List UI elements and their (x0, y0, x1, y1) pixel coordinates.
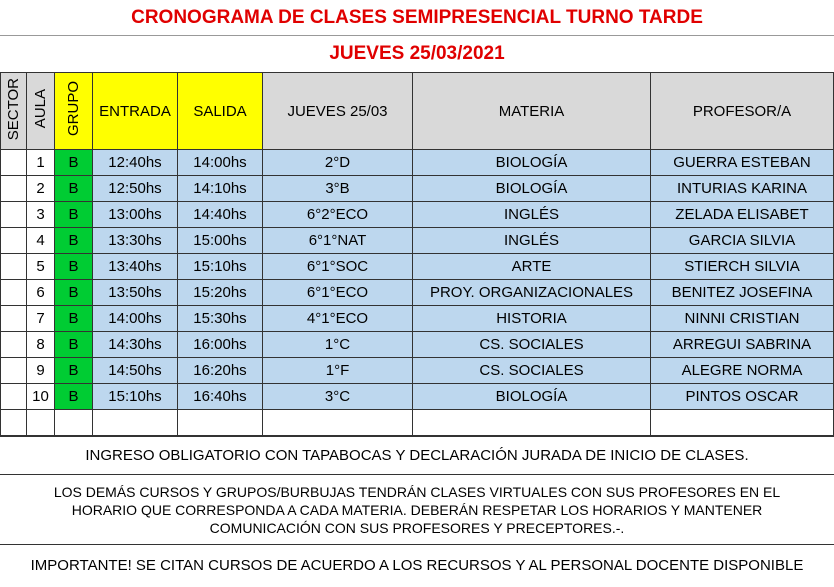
table-row (1, 384, 834, 410)
cell-salida: 15:20hs (178, 280, 263, 306)
cell-grupo: B (55, 176, 93, 202)
header-materia: MATERIA (413, 73, 651, 150)
cell-profesor: GUERRA ESTEBAN (651, 150, 834, 176)
cell-entrada: 13:40hs (93, 254, 178, 280)
cell-sector (1, 384, 27, 410)
header-row (1, 73, 834, 150)
empty-cell (178, 410, 263, 436)
table-row (1, 202, 834, 228)
table-row (1, 254, 834, 280)
table-row (1, 332, 834, 358)
note-virtual-classes (0, 474, 834, 544)
cell-sector (1, 254, 27, 280)
empty-cell (27, 410, 55, 436)
cell-curso: 1°F (263, 358, 413, 384)
cell-sector (1, 228, 27, 254)
empty-cell (55, 410, 93, 436)
cell-grupo: B (55, 228, 93, 254)
cell-aula: 5 (27, 254, 55, 280)
cell-salida: 16:40hs (178, 384, 263, 410)
cell-sector (1, 150, 27, 176)
cell-salida: 16:20hs (178, 358, 263, 384)
cell-curso: 3°C (263, 384, 413, 410)
cell-entrada: 14:50hs (93, 358, 178, 384)
cell-salida: 14:40hs (178, 202, 263, 228)
note-virtual-line-2: HORARIO QUE CORRESPONDA A CADA MATERIA. DEBERÁN RESPETAR LOS HORARIOS Y MANTENER (71, 502, 763, 518)
cell-entrada: 14:30hs (93, 332, 178, 358)
cell-grupo: B (55, 358, 93, 384)
cell-materia: CS. SOCIALES (413, 358, 651, 384)
cell-profesor: NINNI CRISTIAN (651, 306, 834, 332)
cell-materia: HISTORIA (413, 306, 651, 332)
empty-cell (263, 410, 413, 436)
header-aula (27, 73, 55, 150)
header-jueves: JUEVES 25/03 (263, 73, 413, 150)
cell-entrada: 14:00hs (93, 306, 178, 332)
cell-profesor: STIERCH SILVIA (651, 254, 834, 280)
cell-curso: 6°1°NAT (263, 228, 413, 254)
cell-grupo: B (55, 150, 93, 176)
cell-materia: INGLÉS (413, 228, 651, 254)
note-mandatory-mask: INGRESO OBLIGATORIO CON TAPABOCAS Y DECLARACIÓN JURADA DE INICIO DE CLASES. (0, 436, 834, 474)
cell-sector (1, 202, 27, 228)
empty-cell (93, 410, 178, 436)
table-row (1, 280, 834, 306)
cell-grupo: B (55, 254, 93, 280)
cell-aula: 8 (27, 332, 55, 358)
cell-entrada: 13:50hs (93, 280, 178, 306)
cell-aula: 7 (27, 306, 55, 332)
cell-salida: 15:00hs (178, 228, 263, 254)
empty-cell (651, 410, 834, 436)
cell-salida: 15:10hs (178, 254, 263, 280)
header-sector (1, 73, 27, 150)
cell-sector (1, 306, 27, 332)
cell-materia: ARTE (413, 254, 651, 280)
header-grupo (55, 73, 93, 150)
page-title: CRONOGRAMA DE CLASES SEMIPRESENCIAL TURNO TARDE (0, 0, 834, 36)
page-subtitle: JUEVES 25/03/2021 (329, 43, 505, 64)
empty-row (1, 410, 834, 436)
cell-aula: 3 (27, 202, 55, 228)
empty-cell (1, 410, 27, 436)
cell-curso: 1°C (263, 332, 413, 358)
cell-aula: 2 (27, 176, 55, 202)
cell-sector (1, 280, 27, 306)
schedule-rows (1, 150, 834, 436)
header-salida: SALIDA (178, 73, 263, 150)
header-aula-label: AULA (32, 89, 49, 129)
cell-salida: 14:00hs (178, 150, 263, 176)
cell-materia: BIOLOGÍA (413, 176, 651, 202)
cell-entrada: 13:30hs (93, 228, 178, 254)
empty-cell (413, 410, 651, 436)
cell-grupo: B (55, 202, 93, 228)
cell-profesor: PINTOS OSCAR (651, 384, 834, 410)
cell-profesor: INTURIAS KARINA (651, 176, 834, 202)
cell-profesor: GARCIA SILVIA (651, 228, 834, 254)
header-entrada: ENTRADA (93, 73, 178, 150)
note-important: IMPORTANTE! SE CITAN CURSOS DE ACUERDO A LOS RECURSOS Y AL PERSONAL DOCENTE DISPONIBLE (0, 544, 834, 586)
cell-grupo: B (55, 332, 93, 358)
cell-materia: INGLÉS (413, 202, 651, 228)
cell-grupo: B (55, 306, 93, 332)
cell-curso: 4°1°ECO (263, 306, 413, 332)
cell-profesor: ZELADA ELISABET (651, 202, 834, 228)
table-row (1, 306, 834, 332)
cell-curso: 6°1°ECO (263, 280, 413, 306)
cell-grupo: B (55, 280, 93, 306)
header-grupo-label: GRUPO (65, 81, 82, 137)
cell-profesor: ALEGRE NORMA (651, 358, 834, 384)
cell-aula: 4 (27, 228, 55, 254)
cell-entrada: 13:00hs (93, 202, 178, 228)
cell-salida: 14:10hs (178, 176, 263, 202)
cell-curso: 3°B (263, 176, 413, 202)
cell-entrada: 15:10hs (93, 384, 178, 410)
cell-aula: 1 (27, 150, 55, 176)
cell-curso: 6°1°SOC (263, 254, 413, 280)
cell-entrada: 12:50hs (93, 176, 178, 202)
cell-materia: BIOLOGÍA (413, 384, 651, 410)
cell-sector (1, 176, 27, 202)
cell-aula: 6 (27, 280, 55, 306)
cell-entrada: 12:40hs (93, 150, 178, 176)
note-virtual-line-1: LOS DEMÁS CURSOS Y GRUPOS/BURBUJAS TENDRÁN CLASES VIRTUALES CON SUS PROFESORES EN EL (53, 484, 781, 500)
cell-salida: 15:30hs (178, 306, 263, 332)
cell-sector (1, 358, 27, 384)
cell-aula: 9 (27, 358, 55, 384)
table-row (1, 228, 834, 254)
cell-salida: 16:00hs (178, 332, 263, 358)
table-row (1, 358, 834, 384)
cell-sector (1, 332, 27, 358)
cell-profesor: ARREGUI SABRINA (651, 332, 834, 358)
cell-profesor: BENITEZ JOSEFINA (651, 280, 834, 306)
cell-materia: PROY. ORGANIZACIONALES (413, 280, 651, 306)
cell-curso: 2°D (263, 150, 413, 176)
schedule-table (0, 72, 834, 436)
cell-materia: CS. SOCIALES (413, 332, 651, 358)
cell-aula: 10 (27, 384, 55, 410)
table-row (1, 150, 834, 176)
table-row (1, 176, 834, 202)
cell-materia: BIOLOGÍA (413, 150, 651, 176)
header-profesor: PROFESOR/A (651, 73, 834, 150)
cell-grupo: B (55, 384, 93, 410)
cell-curso: 6°2°ECO (263, 202, 413, 228)
header-sector-label: SECTOR (5, 77, 22, 141)
note-virtual-line-3: COMUNICACIÓN CON SUS PROFESORES Y PRECEPTORES.-. (209, 520, 625, 536)
